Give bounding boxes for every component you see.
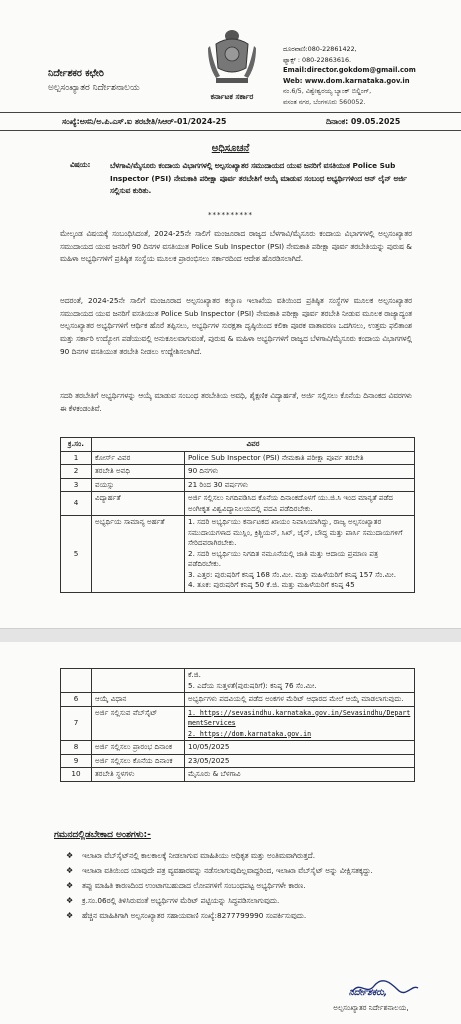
reference-date: ದಿನಾಂಕ: 09.05.2025: [326, 117, 401, 126]
row-label: ಅರ್ಜಿ ಸಲ್ಲಿಸಲು ಪ್ರಾರಂಭ ದಿನಾಂಕ: [92, 741, 185, 755]
row-number: 3: [61, 478, 92, 492]
paragraph-3: ಸದರಿ ತರಬೇತಿಗೆ ಅಭ್ಯರ್ಥಿಗಳನ್ನು ಆಯ್ಕೆ ಮಾಡುವ ಸಂಬಂಧ ತರಬೇತಿಯ ಅವಧಿ, ಶೈಕ್ಷಣಿಕ ವಿದ್ಯಾರ್ಹತೆ, ಅರ್ಜಿ ಸಲ್ಲಿಸಲು ಕೊನೆಯ ದಿನಾಂಕದ ವಿವರಗಳು ಈ ಕೆಳಕಂಡಂತಿವೆ.: [60, 391, 412, 413]
table-row: [61, 451, 415, 465]
details-table: [60, 437, 415, 593]
paragraph-2: ಅದರಂತೆ, 2024-25ನೇ ಸಾಲಿಗೆ ಮಂಜೂರಾದ ಅಲ್ಪಸಂಖ್ಯಾತರ ಕಲ್ಯಾಣ ಇಲಾಖೆಯ ವತಿಯಿಂದ ಪ್ರತಿಷ್ಠಿತ ಸಂಸ್ಥೆಗಳ ಮೂಲಕ ಅಲ್ಪಸಂಖ್ಯಾತರ ಸಮುದಾಯದ ಯುವ ಜನರಿಗೆ ವಸತಿಯುತ Police Sub Inspector (PSI) ನೇಮಕಾತಿ ಪರೀಕ್ಷಾ ಪೂರ್ವ ತರಬೇತಿ ನೀಡುವ ಮೂಲಕ ರಾಜ್ಯಾದ್ಯಂತ ಅಲ್ಪಸಂಖ್ಯಾತರ ಅಭ್ಯರ್ಥಿಗಳಿಗೆ ಆರ್ಥಿಕ ಹೊರೆ ತಪ್ಪಿಸಲು, ಅಭ್ಯರ್ಥಿಗಳ ಸುರಕ್ಷತಾ ದೃಷ್ಠಿಯಿಂದ ಕಲಿಕಾ ಪೂರಕ ವಾತಾವರಣ ಒದಗಿಸಲು, ಉತ್ತಮ ಫಲಿತಾಂಶ ಮತ್ತು ಸರ್ಕಾರಿ ಉದ್ಯೋಗ ಪಡೆಯುವಲ್ಲಿ ಅನುಕೂಲವಾಗುವಂತೆ, ಪುರುಷ & ಮಹಿಳಾ ಅಭ್ಯರ್ಥಿಗಳಿಗೆ ರಾಜ್ಯದ ಬೆಳಗಾವಿ/ಮೈಸೂರು ಕಂದಾಯ ವಿಭಾಗಗಳಲ್ಲಿ 90 ದಿನಗಳ ವಸತಿಯುತ ತರಬೇತಿ ನೀಡಲು ಉದ್ದೇಶಿಸಲಾಗಿದೆ.: [60, 296, 412, 356]
row-value: 90 ದಿನಗಳು: [185, 465, 415, 479]
separator-stars: **********: [208, 211, 253, 219]
row-number: 9: [61, 754, 92, 768]
bullet-icon: ❖: [66, 866, 74, 875]
row-number: [61, 669, 92, 693]
list-item: [60, 910, 415, 922]
table-row: [61, 669, 415, 693]
row-value: [185, 516, 415, 593]
row-number: 5: [61, 516, 92, 593]
subject-text: ಬೆಳಗಾವಿ/ಮೈಸೂರು ಕಂದಾಯ ವಿಭಾಗಗಳಲ್ಲಿ ಅಲ್ಪಸಂಖ್ಯಾತರ ಸಮುದಾಯದ ಯುವ ಜನರಿಗೆ ವಸತಿಯುತ Police Sub Inspector (PSI) ನೇಮಕಾತಿ ಪರೀಕ್ಷಾ ಪೂರ್ವ ತರಬೇತಿಗೆ ಆಯ್ಕೆ ಮಾಡುವ ಸಂಬಂಧ ಅಭ್ಯರ್ಥಿಗಳಿಂದ ಆನ್ ಲೈನ್ ಅರ್ಜಿ ಸಲ್ಲಿಸುವ ಕುರಿತು.: [110, 161, 407, 196]
row-value: 21 ರಿಂದ 30 ವರ್ಷಗಳು: [185, 478, 415, 492]
col-header-details: ವಿವರ: [92, 438, 415, 452]
department-name: ನಿರ್ದೇಶಕರ ಕಛೇರಿ: [48, 68, 104, 79]
row-number: 8: [61, 741, 92, 755]
row-label: ತರಬೇತಿ ಸ್ಥಳಗಳು: [92, 768, 185, 782]
row-label: [92, 669, 185, 693]
table-row: [61, 492, 415, 516]
note-text: ತಪ್ಪು ಮಾಹಿತಿ ಕಾರಣದಿಂದ ಉಂಟಾಗಬಹುದಾದ ಲೋಪಗಳಿಗೆ ಸಂಬಂಧಪಟ್ಟ ಅಭ್ಯರ್ಥಿಗಳೇ ಕಾರಣ.: [82, 881, 306, 890]
row-label: ವಿದ್ಯಾರ್ಹತೆ: [92, 492, 185, 516]
eligibility-item: 5. ಎದೆಯ ಸುತ್ತಳತೆ(ಪುರುಷರಿಗೆ): ಕನಿಷ್ಠ 76 ಸೆಂ.ಮೀ.: [188, 680, 317, 690]
row-label: ಕೋರ್ಸ್ ವಿವರ: [92, 451, 185, 465]
fax-number: ಫ್ಯಾಕ್ಸ್ : 080-22863616.: [283, 55, 352, 64]
bullet-icon: ❖: [66, 896, 74, 905]
row-number: 7: [61, 706, 92, 741]
table-row: [61, 754, 415, 768]
row-number: 10: [61, 768, 92, 782]
reference-number: ಸಂಖ್ಯೆ:ಅಸನಿ/ಅ.ಪಿ.ಎಸ್.ಐ ತರಬೇತಿ/ಸಿಆರ್-01/2024-25: [62, 117, 227, 126]
reference-divider: [0, 130, 461, 131]
letterhead-left: [48, 66, 140, 96]
row-label: ಅಭ್ಯರ್ಥಿಯ ಸಾಮಾನ್ಯ ಅರ್ಹತೆ: [92, 516, 185, 593]
email-address: Email:director.gokdom@gmail.com: [283, 66, 416, 74]
row-number: 6: [61, 693, 92, 707]
eligibility-item: 2. ಸದರಿ ಅಭ್ಯರ್ಥಿಯು ನಿಗದಿತ ನಮೂನೆಯಲ್ಲಿ ಜಾತಿ ಮತ್ತು ಆದಾಯ ಪ್ರಮಾಣ ಪತ್ರ ಪಡೆದಿರಬೇಕು.: [188, 548, 379, 568]
row-value: ಮೈಸೂರು & ಬೆಳಗಾವಿ: [185, 768, 415, 782]
row-label: ತರಬೇತಿ ಅವಧಿ: [92, 465, 185, 479]
list-item: [60, 895, 415, 907]
details-table-continued: [60, 668, 415, 782]
signatory-title: ನಿರ್ದೇಶಕರು,: [348, 988, 388, 998]
state-emblem-icon: [206, 26, 258, 86]
note-text: ಇಲಾಖಾ ವತಿಯಿಂದ ಯಾವುದೇ ಪತ್ರ ವ್ಯವಹಾರವನ್ನು ನಡೆಸಲಾಗುವುದಿಲ್ಲವಾದ್ದರಿಂದ, ಇಲಾಖಾ ವೆಬ್‌ಸೈಟ್ ಅನ್ನು ವೀಕ್ಷಿಸತಕ್ಕದ್ದು.: [82, 866, 373, 875]
table-row: [61, 478, 415, 492]
row-number: 1: [61, 451, 92, 465]
row-value: [185, 706, 415, 741]
row-number: 4: [61, 492, 92, 516]
row-label: ಅರ್ಜಿ ಸಲ್ಲಿಸಲು ಕೊನೆಯ ದಿನಾಂಕ: [92, 754, 185, 768]
bullet-icon: ❖: [66, 911, 74, 920]
col-header-sl-no: ಕ್ರ.ಸಂ.: [61, 438, 92, 452]
paragraph-1: ಮೇಲ್ಕಂಡ ವಿಷಯಕ್ಕೆ ಸಂಬಂಧಿಸಿದಂತೆ, 2024-25ನೇ ಸಾಲಿಗೆ ಮಂಜೂರಾದ ರಾಜ್ಯದ ಬೆಳಗಾವಿ/ಮೈಸೂರು ಕಂದಾಯ ವಿಭಾಗಗಳಲ್ಲಿ ಅಲ್ಪಸಂಖ್ಯಾತರ ಸಮುದಾಯದ ಯುವ ಜನರಿಗೆ 90 ದಿನಗಳ ವಸತಿಯುತ Police Sub Inspector (PSI) ನೇಮಕಾತಿ ಪರೀಕ್ಷಾ ಪೂರ್ವ ತರಬೇತಿಯನ್ನು ಪುರುಷ & ಮಹಿಳಾ ಅಭ್ಯರ್ಥಿಗಳಿಗೆ ಪ್ರತಿಷ್ಠಿತ ಸಂಸ್ಥೆಯ ಮೂಲಕ ಪ್ರಾರಂಭಿಸಲು ಸರ್ಕಾರದಿಂದ ಆದೇಶ ಹೊರಡಿಸಲಾಗಿದೆ.: [60, 229, 412, 264]
sevasindhu-link[interactable]: 1. https://sevasindhu.karnataka.gov.in/Sevasindhu/DepartmentServices: [188, 708, 411, 727]
row-value: 23/05/2025: [185, 754, 415, 768]
address-line-2: ವಸಂತ ನಗರ, ಬೆಂಗಳೂರು 560052.: [283, 97, 366, 106]
eligibility-item: ಕೆ.ಜಿ.: [188, 670, 201, 679]
row-label: ಅರ್ಜಿ ಸಲ್ಲಿಸುವ ವೆಬ್‌ಸೈಟ್: [92, 706, 185, 741]
eligibility-item: 4. ತೂಕ: ಪುರುಷರಿಗೆ ಕನಿಷ್ಠ 50 ಕೆ.ಜಿ. ಮತ್ತು ಮಹಿಳೆಯರಿಗೆ ಕನಿಷ್ಠ 45: [188, 580, 355, 589]
dom-website-link[interactable]: 2. https://dom.karnataka.gov.in: [188, 729, 312, 738]
row-value: ಅರ್ಜಿ ಸಲ್ಲಿಸಲು ನಿಗದಿಪಡಿಸಿದ ಕೊನೆಯ ದಿನಾಂಕದೊಳಗೆ ಯು.ಜಿ.ಸಿ ಇಂದ ಮಾನ್ಯತೆ ಪಡೆದ ಅಂಗೀಕೃತ ವಿಶ್ವವಿದ್ಯಾನಿಲಯದಲ್ಲಿ ಪದವಿ ಪಡೆದಿರಬೇಕು.: [185, 492, 415, 516]
phone-number: ದೂರವಾಣಿ:080-22861422,: [283, 45, 357, 53]
row-label: ಆಯ್ಕೆ ವಿಧಾನ: [92, 693, 185, 707]
note-text: ಹೆಚ್ಚಿನ ಮಾಹಿತಿಗಾಗಿ ಅಲ್ಪಸಂಖ್ಯಾತರ ಸಹಾಯವಾಣಿ ಸಂಖ್ಯೆ:8277799990 ಸಂಪರ್ಕಿಸುವುದು.: [82, 911, 307, 920]
row-value: Police Sub Inspector (PSI) ನೇಮಕಾತಿ ಪರೀಕ್ಷಾ ಪೂರ್ವ ತರಬೇತಿ: [185, 451, 415, 465]
list-item: [60, 880, 415, 892]
bullet-icon: ❖: [66, 851, 74, 860]
row-value: 10/05/2025: [185, 741, 415, 755]
notes-heading: ಗಮನದಲ್ಲಿಡಬೇಕಾದ ಅಂಶಗಳು:-: [54, 830, 151, 840]
website: Web: www.dom.karnataka.gov.in: [283, 76, 410, 85]
row-value: [185, 669, 415, 693]
row-label: ವಯಸ್ಸು: [92, 478, 185, 492]
eligibility-item: 3. ಎತ್ತರ: ಪುರುಷರಿಗೆ ಕನಿಷ್ಠ 168 ಸೆಂ.ಮೀ. ಮತ್ತು ಮಹಿಳೆಯರಿಗೆ ಕನಿಷ್ಠ 157 ಸೆಂ.ಮೀ.: [188, 569, 396, 579]
row-number: 2: [61, 465, 92, 479]
list-item: [60, 865, 415, 877]
table-header-row: [61, 438, 415, 452]
row-value: ಅಭ್ಯರ್ಥಿಗಳು ಪದವಿಯಲ್ಲಿ ಪಡೆದ ಅಂಕಗಳ ಮೆರಿಟ್ ಆಧಾರದ ಮೇಲೆ ಆಯ್ಕೆ ಮಾಡಲಾಗುವುದು.: [185, 693, 415, 707]
note-text: ಇಲಾಖಾ ವೆಬ್‌ಸೈಟ್‌ನಲ್ಲಿ ಕಾಲಕಾಲಕ್ಕೆ ನೀಡಲಾಗುವ ಮಾಹಿತಿಯು ಅಧಿಕೃತ ಮತ್ತು ಅಂತಿಮವಾಗಿರುತ್ತದೆ.: [82, 851, 316, 860]
table-row: [61, 768, 415, 782]
note-text: ಕ್ರ.ಸಂ.06ರಲ್ಲಿ ತಿಳಿಸಿರುವಂತೆ ಅಭ್ಯರ್ಥಿಗಳ ಮೆರಿಟ್ ಪಟ್ಟಿಯನ್ನು ಸಿದ್ಧಪಡಿಸಲಾಗುವುದು.: [82, 896, 280, 905]
address-line-1: ನಂ.6/5, ವಿಶ್ವೇಶ್ವರಯ್ಯ ಬ್ಯಾಂಕ್ ಬಿಲ್ಡಿಂಗ್,: [283, 87, 372, 95]
department-subtitle: ಅಲ್ಪಸಂಖ್ಯಾತರ ನಿರ್ದೇಶನಾಲಯ: [48, 83, 140, 93]
letterhead-divider: [0, 112, 461, 113]
table-row: [61, 693, 415, 707]
table-row: [61, 516, 415, 593]
table-row: [61, 741, 415, 755]
bullet-icon: ❖: [66, 881, 74, 890]
notes-list: [60, 850, 415, 925]
letterhead-contact: [283, 44, 458, 107]
emblem-caption: ಕರ್ನಾಟಕ ಸರ್ಕಾರ: [210, 92, 254, 101]
notification-title: ಅಧಿಸೂಚನೆ: [211, 143, 250, 154]
table-row: [61, 465, 415, 479]
list-item: [60, 850, 415, 862]
document-page-2: [0, 642, 461, 1024]
table-row: [61, 706, 415, 741]
subject-label: ವಿಷಯ:: [70, 160, 91, 169]
signatory-office: ಅಲ್ಪಸಂಖ್ಯಾತರ ನಿರ್ದೇಶನಾಲಯ,: [333, 1003, 409, 1012]
eligibility-item: 1. ಸದರಿ ಅಭ್ಯರ್ಥಿಯು ಕರ್ನಾಟಕದ ಖಾಯಂ ನಿವಾಸಿಯಾಗಿದ್ದು, ರಾಜ್ಯ ಅಲ್ಪಸಂಖ್ಯಾತರ ಸಮುದಾಯಗಳಾದ ಮುಸ್ಲಿಂ, ಕ್ರಿಶ್ಚಿಯನ್, ಸಿಖ್, ಜೈನ್, ಬೌದ್ಧ ಮತ್ತು ಪಾರ್ಸಿ ಸಮುದಾಯಗಳಿಗೆ ಸೇರಿದವರಾಗಿರಬೇಕು.: [188, 517, 403, 547]
